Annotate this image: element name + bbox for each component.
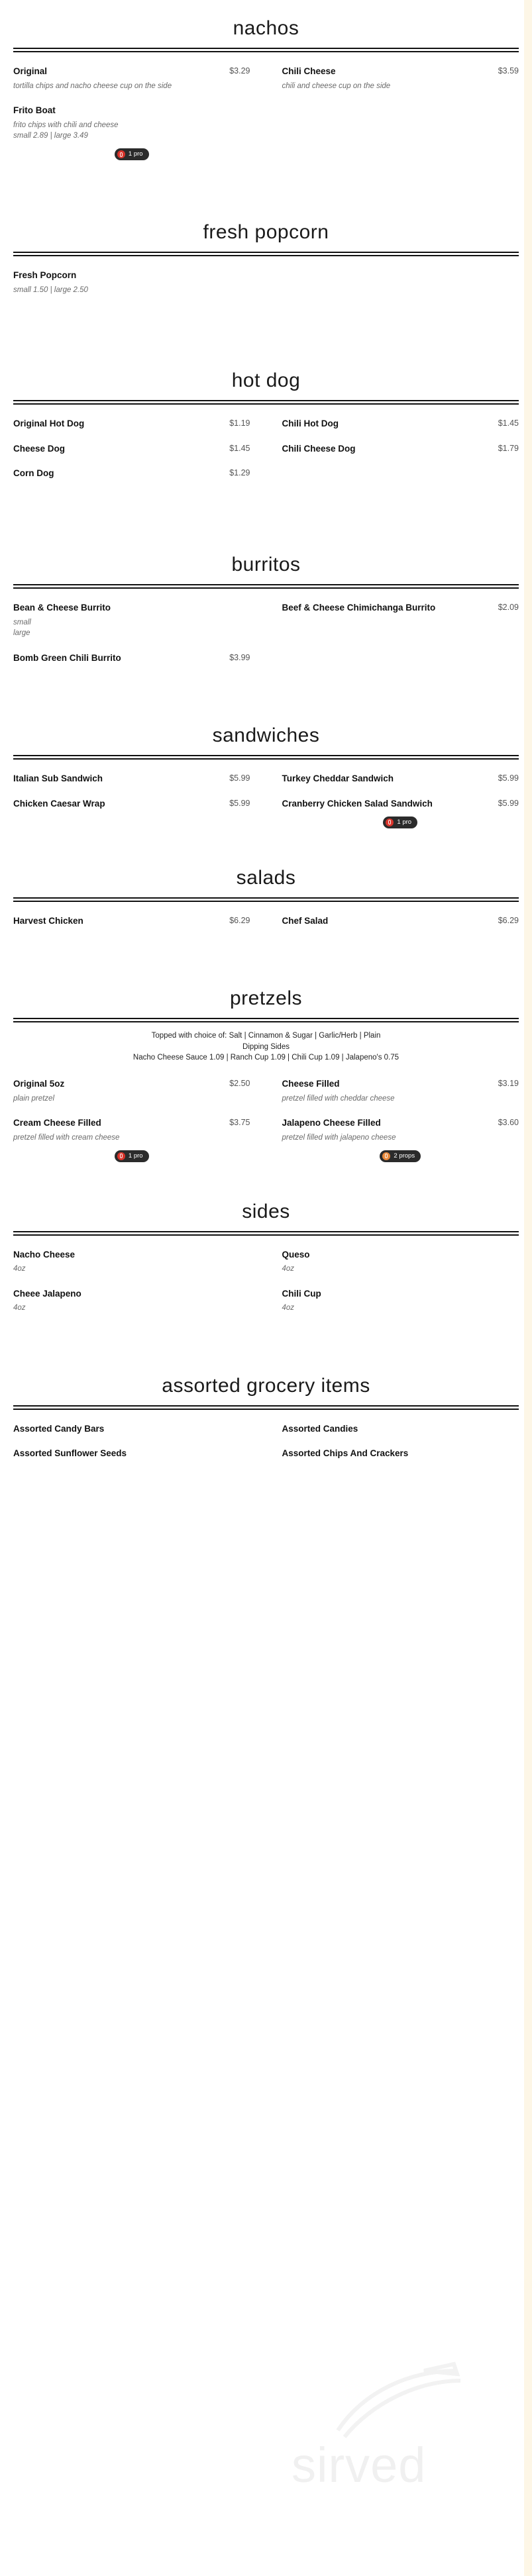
badge-label: 1 pro xyxy=(128,150,143,158)
menu-item-head xyxy=(282,1448,519,1460)
menu-item-head xyxy=(13,270,250,281)
items-grid xyxy=(13,1240,519,1318)
section-note-pretzels: Topped with choice of: Salt | Cinnamon & Sugar | Garlic/Herb | Plain Dipping Sides Nacho Cheese Sauce 1.09 | Ranch Cup 1.09 | Chili Cup 1.09 | Jalapeno's 0.75 xyxy=(133,1032,399,1062)
menu-item-head xyxy=(282,418,519,430)
menu-item-price: $1.45 xyxy=(498,419,519,428)
menu-item-head xyxy=(13,66,250,77)
menu-item-price: $1.19 xyxy=(229,419,250,428)
menu-section-nachos xyxy=(0,0,532,204)
section-title-burritos: burritos xyxy=(231,553,301,575)
items-grid xyxy=(13,1069,519,1165)
menu-item-price: $6.29 xyxy=(229,915,250,925)
menu-item-price: $1.79 xyxy=(498,443,519,453)
menu-item-head xyxy=(282,915,519,927)
section-divider xyxy=(13,400,519,405)
menu-item-name: Cheese Dog xyxy=(13,443,66,454)
menu-item-price: $6.29 xyxy=(498,915,519,925)
menu-item-price xyxy=(513,1249,519,1250)
menu-item-head xyxy=(282,1078,519,1090)
menu-item-name: Italian Sub Sandwich xyxy=(13,773,103,784)
menu-item-price: $3.60 xyxy=(498,1118,519,1128)
section-spacer xyxy=(13,483,519,536)
watermark-text: sirved xyxy=(292,2438,427,2493)
menu-item[interactable] xyxy=(282,789,519,832)
menu-item-badges xyxy=(282,817,519,828)
menu-item-name: Bomb Green Chili Burrito xyxy=(13,652,121,663)
items-column-left xyxy=(13,1069,266,1165)
section-divider xyxy=(13,755,519,760)
section-spacer xyxy=(13,164,519,204)
menu-item-head xyxy=(13,1448,250,1460)
menu-item-badges xyxy=(13,1150,250,1162)
menu-item-price: $2.09 xyxy=(498,602,519,612)
menu-item-badges xyxy=(282,1150,519,1162)
menu-item-head xyxy=(282,1288,519,1300)
menu-item-price xyxy=(513,1423,519,1424)
menu-item-name: Bean & Cheese Burrito xyxy=(13,602,111,613)
menu-item-name: Harvest Chicken xyxy=(13,915,83,926)
section-title-hot-dog: hot dog xyxy=(231,370,301,392)
menu-section-pretzels xyxy=(0,970,532,1183)
menu-item-head xyxy=(282,1117,519,1129)
menu-item-name: Turkey Cheddar Sandwich xyxy=(282,773,394,784)
menu-item-name: Chili Cup xyxy=(282,1288,321,1299)
options-badge[interactable] xyxy=(115,148,149,160)
menu-item[interactable] xyxy=(282,764,519,789)
menu-item-head xyxy=(13,652,250,664)
badge-label: 1 pro xyxy=(397,818,412,826)
menu-item[interactable] xyxy=(282,906,519,931)
menu-item[interactable] xyxy=(13,1279,250,1318)
items-column-right xyxy=(266,593,519,618)
menu-item-head xyxy=(282,1249,519,1261)
menu-item-name: Queso xyxy=(282,1249,310,1260)
menu-item-name: Cheese Filled xyxy=(282,1079,340,1089)
section-spacer xyxy=(13,299,519,352)
menu-item-description: small 1.50 | large 2.50 xyxy=(13,285,88,294)
menu-item-price: $2.50 xyxy=(229,1079,250,1089)
menu-item-name: Frito Boat xyxy=(13,105,56,116)
menu-item-price: $5.99 xyxy=(229,773,250,783)
menu-item-price xyxy=(245,1249,250,1250)
section-spacer xyxy=(13,1463,519,1481)
menu-item-price: $5.99 xyxy=(498,798,519,808)
section-spacer xyxy=(13,1166,519,1183)
menu-item-head xyxy=(282,602,519,614)
menu-item-description: plain pretzel xyxy=(13,1094,55,1103)
menu-item-head xyxy=(13,443,250,455)
menu-item-description: 4oz xyxy=(282,1265,295,1273)
menu-item-name: Chef Salad xyxy=(282,915,329,926)
badge-marker-icon xyxy=(117,1152,125,1160)
menu-item[interactable] xyxy=(282,409,519,434)
menu-item-price: $1.45 xyxy=(229,443,250,453)
items-column-right xyxy=(266,764,519,832)
badge-marker-icon xyxy=(117,150,125,158)
items-column-left xyxy=(13,56,266,164)
menu-item-name: Chili Cheese Dog xyxy=(282,443,356,454)
menu-item-head xyxy=(13,468,250,479)
menu-item[interactable] xyxy=(13,409,250,434)
section-divider xyxy=(13,1405,519,1410)
section-divider xyxy=(13,1018,519,1022)
menu-item-head xyxy=(13,1078,250,1090)
menu-item[interactable] xyxy=(282,593,519,618)
menu-item-head xyxy=(13,773,250,785)
items-column-left xyxy=(13,409,266,483)
menu-item[interactable] xyxy=(13,1069,250,1108)
menu-item-name: Chicken Caesar Wrap xyxy=(13,798,105,809)
menu-item-name: Original xyxy=(13,66,48,76)
menu-item-name: Cream Cheese Filled xyxy=(13,1118,101,1128)
items-column-right xyxy=(266,409,519,458)
items-column-left xyxy=(13,764,266,813)
section-spacer xyxy=(13,930,519,970)
menu-item[interactable] xyxy=(13,260,250,299)
options-badge[interactable] xyxy=(383,817,417,828)
menu-item-head xyxy=(282,798,519,810)
menu-item-badges xyxy=(13,148,250,160)
menu-item-price xyxy=(513,1288,519,1289)
menu-item-name: Chili Hot Dog xyxy=(282,419,339,429)
items-column-right xyxy=(266,1069,519,1165)
menu-item-price: $3.75 xyxy=(229,1118,250,1128)
menu-section-burritos xyxy=(0,536,532,707)
menu-item[interactable] xyxy=(282,1438,519,1463)
menu-item-head xyxy=(282,1423,519,1435)
menu-item-price: $3.29 xyxy=(229,66,250,75)
sirved-watermark xyxy=(285,2338,523,2550)
section-spacer xyxy=(13,1318,519,1358)
menu-item-head xyxy=(282,773,519,785)
menu-item-price xyxy=(245,1288,250,1289)
items-column-right xyxy=(266,1240,519,1318)
menu-item-name: Cranberry Chicken Salad Sandwich xyxy=(282,798,433,809)
menu-section-assorted-grocery-items xyxy=(0,1358,532,1481)
menu-item-name: Assorted Candy Bars xyxy=(13,1423,105,1434)
menu-item-description: pretzel filled with cheddar cheese xyxy=(282,1094,395,1103)
menu-item-head xyxy=(13,602,250,614)
menu-item[interactable] xyxy=(282,1414,519,1439)
fork-knife-icon xyxy=(325,2351,470,2450)
items-column-left xyxy=(13,593,266,668)
menu-item[interactable] xyxy=(13,789,250,814)
menu-section-fresh-popcorn xyxy=(0,204,532,352)
menu-item-name: Jalapeno Cheese Filled xyxy=(282,1118,381,1128)
menu-item-price: $5.99 xyxy=(229,798,250,808)
menu-item-name: Assorted Sunflower Seeds xyxy=(13,1448,127,1459)
badge-label: 1 pro xyxy=(128,1152,143,1160)
menu-item-price: $3.19 xyxy=(498,1079,519,1089)
section-title-pretzels: pretzels xyxy=(229,987,303,1010)
menu-item-description: small large xyxy=(13,618,31,638)
menu-item[interactable] xyxy=(13,434,250,459)
items-grid xyxy=(13,260,519,299)
menu-item-price: $3.99 xyxy=(229,652,250,662)
menu-item-head xyxy=(282,66,519,77)
menu-item-price: $3.59 xyxy=(498,66,519,75)
menu-item-head xyxy=(13,915,250,927)
menu-item-price xyxy=(245,602,250,603)
badge-label: 2 props xyxy=(394,1152,415,1160)
menu-item[interactable] xyxy=(13,764,250,789)
menu-section-sandwiches xyxy=(0,707,532,849)
menu-item-name: Beef & Cheese Chimichanga Burrito xyxy=(282,602,436,613)
menu-item-head xyxy=(13,105,250,117)
menu-item-head xyxy=(13,1249,250,1261)
menu-item[interactable] xyxy=(13,95,250,164)
menu-item[interactable] xyxy=(13,643,250,668)
section-title-salads: salads xyxy=(236,866,296,889)
section-title-nachos: nachos xyxy=(233,17,299,39)
menu-item[interactable] xyxy=(13,458,250,483)
menu-item[interactable] xyxy=(13,1438,250,1463)
menu-section-sides xyxy=(0,1183,532,1358)
menu-item-description: 4oz xyxy=(13,1265,26,1273)
menu-item[interactable] xyxy=(13,1240,250,1279)
section-divider xyxy=(13,584,519,589)
items-grid xyxy=(13,409,519,483)
items-column-right xyxy=(266,56,519,95)
section-title-fresh-popcorn: fresh popcorn xyxy=(203,221,329,244)
items-grid xyxy=(13,56,519,164)
items-grid xyxy=(13,906,519,931)
menu-item[interactable] xyxy=(282,1069,519,1108)
items-grid xyxy=(13,764,519,832)
menu-item[interactable] xyxy=(13,56,250,95)
section-divider xyxy=(13,48,519,52)
menu-item[interactable] xyxy=(282,1108,519,1165)
section-title-sandwiches: sandwiches xyxy=(212,724,320,747)
menu-item-name: Nacho Cheese xyxy=(13,1249,76,1260)
menu-item-head xyxy=(13,1288,250,1300)
section-spacer xyxy=(13,832,519,850)
menu-item-name: Original 5oz xyxy=(13,1079,65,1089)
section-spacer xyxy=(13,668,519,707)
menu-item-name: Cheee Jalapeno xyxy=(13,1288,81,1299)
menu-item[interactable] xyxy=(282,1240,519,1279)
menu-item-description: pretzel filled with jalapeno cheese xyxy=(282,1133,396,1142)
menu-item-head xyxy=(13,418,250,430)
badge-marker-icon xyxy=(386,818,394,826)
menu-item-price: $1.29 xyxy=(229,468,250,478)
items-column-right xyxy=(266,906,519,931)
items-column-left xyxy=(13,1240,266,1318)
menu-item-name: Chili Cheese xyxy=(282,66,336,76)
section-divider xyxy=(13,252,519,256)
items-column-left xyxy=(13,906,266,931)
menu-item-name: Corn Dog xyxy=(13,468,54,479)
menu-section-hot-dog xyxy=(0,352,532,536)
menu-item-price xyxy=(245,1423,250,1424)
menu-item[interactable] xyxy=(13,906,250,931)
menu-section-salads xyxy=(0,850,532,971)
menu-item-name: Assorted Chips And Crackers xyxy=(282,1448,409,1459)
badge-marker-icon xyxy=(382,1152,390,1160)
menu-item-head xyxy=(282,443,519,455)
menu-item[interactable] xyxy=(13,593,250,643)
items-column-left xyxy=(13,1414,266,1463)
menu-item-description: chili and cheese cup on the side xyxy=(282,81,391,90)
menu-item-description: pretzel filled with cream cheese xyxy=(13,1133,120,1142)
menu-item[interactable] xyxy=(282,1279,519,1318)
section-title-assorted-grocery-items: assorted grocery items xyxy=(162,1374,370,1397)
menu-item[interactable] xyxy=(282,434,519,459)
options-badge[interactable] xyxy=(115,1150,149,1162)
menu-item-name: Assorted Candies xyxy=(282,1423,358,1434)
menu-item-description: 4oz xyxy=(282,1304,295,1313)
options-badge[interactable] xyxy=(380,1150,421,1162)
items-grid xyxy=(13,1414,519,1463)
menu-item-price: $5.99 xyxy=(498,773,519,783)
section-title-sides: sides xyxy=(242,1200,290,1222)
items-grid xyxy=(13,593,519,668)
menu-item-head xyxy=(13,798,250,810)
menu-item-head xyxy=(13,1117,250,1129)
menu-item-name: Original Hot Dog xyxy=(13,419,85,429)
section-divider xyxy=(13,1231,519,1236)
menu-item-description: tortilla chips and nacho cheese cup on the side xyxy=(13,81,172,90)
items-column-left xyxy=(13,260,266,299)
menu-item[interactable] xyxy=(13,1414,250,1439)
menu-item[interactable] xyxy=(13,1108,250,1165)
section-divider xyxy=(13,897,519,902)
menu-item-head xyxy=(13,1423,250,1435)
menu-item-description: frito chips with chili and cheese small 2.89 | large 3.49 xyxy=(13,121,119,140)
menu-item[interactable] xyxy=(282,56,519,95)
menu-item-name: Fresh Popcorn xyxy=(13,270,77,281)
items-column-right xyxy=(266,1414,519,1463)
menu-item-description: 4oz xyxy=(13,1304,26,1313)
